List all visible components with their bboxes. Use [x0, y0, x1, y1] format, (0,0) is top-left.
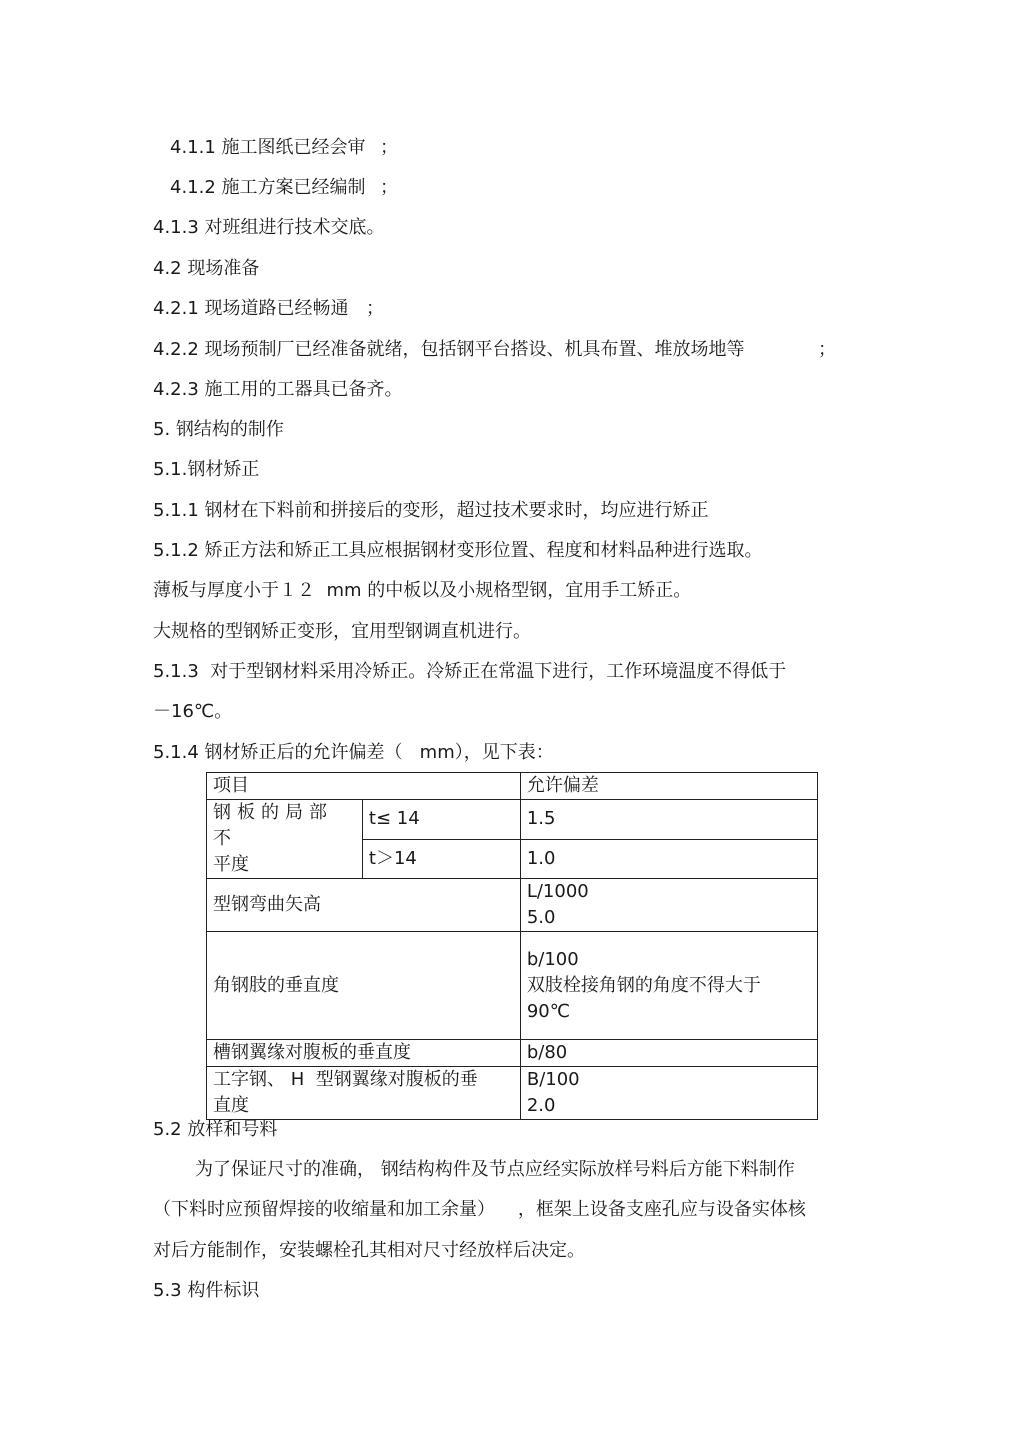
- heading-5: 5. 钢结构的制作: [153, 419, 284, 440]
- table-header-row: [207, 773, 818, 800]
- table-cell-tolerance: 1.0: [520, 839, 817, 879]
- paragraph-5-2-line1: 为了保证尺寸的准确， 钢结构构件及节点应经实际放样号料后方能下料制作: [195, 1159, 795, 1180]
- table-cell-item-line1: 工字钢、 H 型钢翼缘对腹板的垂: [213, 1069, 478, 1090]
- paragraph-5-2-line2: （下料时应预留焊接的收缩量和加工余量） ，框架上设备支座孔应与设备实体核: [153, 1199, 806, 1220]
- table-row: [207, 932, 818, 1040]
- table-header-tolerance: 允许偏差: [520, 773, 817, 800]
- heading-5-3: 5.3 构件标识: [153, 1280, 260, 1301]
- table-cell-subcondition: t≤ 14: [362, 800, 520, 840]
- table-cell-tolerance-line2: 双肢栓接角钢的角度不得大于: [526, 974, 761, 996]
- table-row: [207, 879, 818, 932]
- semicolon-4-1-2: ；: [380, 177, 398, 198]
- table-row: [207, 800, 818, 840]
- table-row: [207, 1040, 818, 1067]
- table-cell-item: [207, 800, 363, 879]
- heading-5-2: 5.2 放样和号料: [153, 1119, 278, 1140]
- table-cell-tolerance-line1: L/1000: [526, 881, 589, 902]
- table-cell-item-line1: 钢板的局部不: [213, 802, 333, 849]
- heading-5-1: 5.1.钢材矫正: [153, 459, 260, 480]
- table-cell-item-line2: 平度: [213, 854, 249, 875]
- text-4-1-1: 4.1.1 施工图纸已经会审: [170, 137, 366, 158]
- heading-4-2: 4.2 现场准备: [153, 258, 260, 279]
- text-4-1-2: 4.1.2 施工方案已经编制: [170, 177, 366, 198]
- table-cell-item: 槽钢翼缘对腹板的垂直度: [207, 1040, 521, 1067]
- text-5-1-2: 5.1.2 矫正方法和矫正工具应根据钢材变形位置、程度和材料品种进行选取。: [153, 540, 763, 561]
- table-cell-item: 型钢弯曲矢高: [207, 879, 521, 932]
- text-5-1-4: 5.1.4 钢材矫正后的允许偏差（ mm），见下表：: [153, 742, 554, 763]
- text-5-1-2-thin-plate: 薄板与厚度小于１２ mm 的中板以及小规格型钢，宜用手工矫正。: [153, 580, 692, 601]
- table-row: [207, 1067, 818, 1120]
- text-5-1-1: 5.1.1 钢材在下料前和拼接后的变形，超过技术要求时，均应进行矫正: [153, 500, 709, 521]
- tolerance-table: [206, 772, 818, 1120]
- text-4-2-3: 4.2.3 施工用的工器具已备齐。: [153, 379, 403, 400]
- table-cell-item: 角钢肢的垂直度: [207, 932, 521, 1040]
- table-cell-tolerance-line1: B/100: [526, 1069, 580, 1090]
- text-5-1-3: 5.1.3 对于型钢材料采用冷矫正。冷矫正在常温下进行，工作环境温度不得低于: [153, 661, 787, 682]
- text-4-2-2: 4.2.2 现场预制厂已经准备就绪，包括钢平台搭设、机具布置、堆放场地等: [153, 339, 745, 360]
- text-4-2-1: 4.2.1 现场道路已经畅通: [153, 298, 349, 319]
- table-cell-tolerance: [520, 879, 817, 932]
- table-cell-item: [207, 1067, 521, 1120]
- table-cell-tolerance-line2: 2.0: [526, 1095, 556, 1116]
- table-header-item: 项目: [207, 773, 521, 800]
- table-cell-item-line2: 直度: [213, 1095, 249, 1116]
- table-cell-tolerance-line3: 90℃: [526, 1000, 570, 1022]
- table-cell-tolerance: 1.5: [520, 800, 817, 840]
- paragraph-5-2-line3: 对后方能制作，安装螺栓孔其相对尺寸经放样后决定。: [153, 1240, 585, 1261]
- table-cell-tolerance: b/80: [520, 1040, 817, 1067]
- table-cell-tolerance: [520, 932, 817, 1040]
- table-cell-subcondition: t＞14: [362, 839, 520, 879]
- text-5-1-2-large-section: 大规格的型钢矫正变形，宜用型钢调直机进行。: [153, 621, 531, 642]
- text-4-1-3: 4.1.3 对班组进行技术交底。: [153, 217, 385, 238]
- table-cell-tolerance-line2: 5.0: [526, 907, 556, 928]
- text-5-1-3-temperature: －16℃。: [153, 701, 233, 722]
- table-cell-tolerance: [520, 1067, 817, 1120]
- semicolon-4-1-1: ；: [380, 137, 398, 158]
- semicolon-4-2-2: ；: [818, 339, 836, 360]
- semicolon-4-2-1: ；: [366, 298, 384, 319]
- table-cell-tolerance-line1: b/100: [526, 948, 579, 970]
